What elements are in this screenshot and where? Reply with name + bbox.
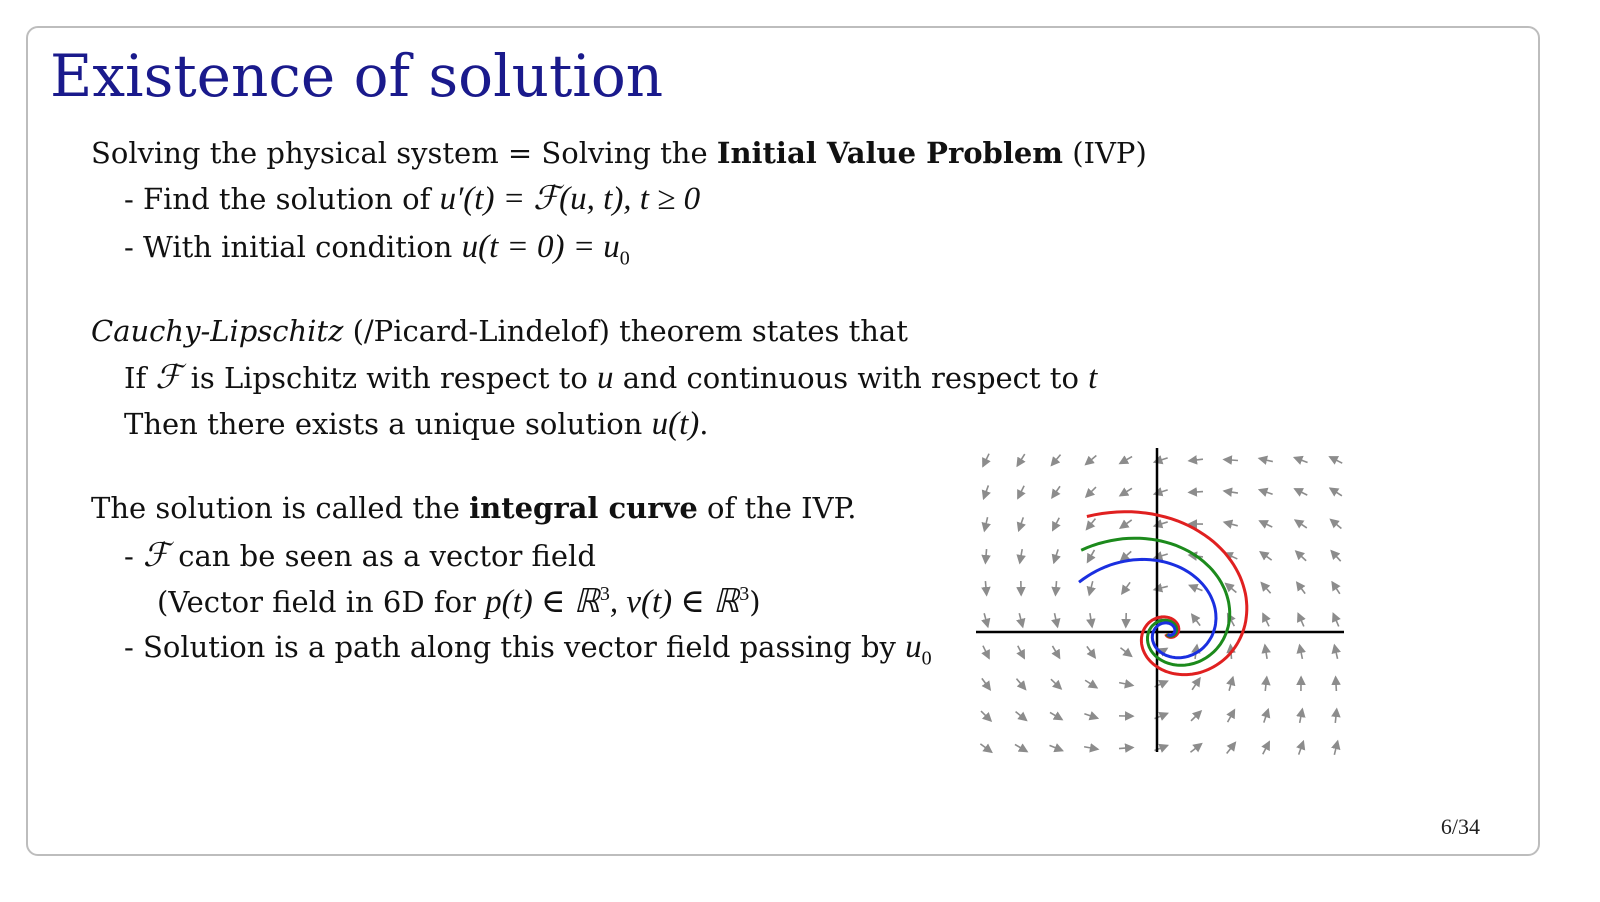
field-arrow <box>1295 520 1307 528</box>
field-arrow <box>1297 582 1305 593</box>
field-arrow <box>1331 520 1342 529</box>
field-arrow <box>1298 614 1304 627</box>
field-arrow <box>1336 677 1337 691</box>
integral-field-line: - ℱ can be seen as a vector field <box>124 538 596 574</box>
math-t: t <box>1088 360 1098 396</box>
field-arrow <box>981 711 991 721</box>
integral-curve-term: integral curve <box>469 491 698 525</box>
field-arrow <box>984 517 987 531</box>
field-arrow <box>1191 711 1201 721</box>
field-arrow <box>1189 492 1203 493</box>
ivp-intro-line <box>91 136 1147 171</box>
field-arrow <box>984 485 989 498</box>
field-arrow <box>1015 744 1027 751</box>
field-arrow <box>1051 679 1061 689</box>
ivp-find-text: - Find the solution of <box>124 182 440 216</box>
field-arrow <box>1018 486 1024 499</box>
field-arrow <box>1084 714 1097 719</box>
field-arrow <box>985 581 986 595</box>
field-arrow <box>1189 459 1203 461</box>
field-arrow <box>1016 712 1027 721</box>
field-arrow <box>1119 683 1133 686</box>
field-arrow <box>1051 455 1060 466</box>
field-arrow <box>1019 517 1024 530</box>
field-arrow <box>985 549 986 563</box>
field-arrow <box>1260 521 1273 527</box>
field-arrow <box>1296 551 1306 561</box>
field-arrow <box>1052 486 1060 497</box>
field-arrow <box>1294 458 1307 463</box>
vector-field-arrows <box>980 454 1342 755</box>
field-arrow <box>1120 648 1131 657</box>
field-arrow <box>1054 613 1057 627</box>
theorem-if-line: If ℱ is Lipschitz with respect to u and continuous with respect to t <box>124 360 1098 396</box>
ivp-term: Initial Value Problem <box>716 136 1063 170</box>
math-F: ℱ <box>155 360 182 396</box>
field-arrow <box>1265 645 1267 659</box>
field-arrow <box>1260 552 1271 560</box>
field-arrow <box>1119 747 1133 748</box>
integral-curve <box>1087 512 1247 675</box>
field-arrow <box>1087 519 1096 530</box>
field-arrow <box>1264 709 1268 722</box>
ivp-find-line <box>124 180 700 220</box>
field-arrow <box>1019 613 1022 627</box>
ivp-equation: u′(t) = ℱ(u, t), t ≥ 0 <box>439 181 701 217</box>
field-arrow <box>1300 645 1303 659</box>
field-arrow <box>1086 455 1097 464</box>
field-arrow <box>1229 677 1233 690</box>
ivp-initial-line <box>124 228 630 271</box>
field-arrow <box>1261 583 1270 594</box>
math-solution: u(t) <box>651 406 700 442</box>
field-arrow <box>1018 646 1024 658</box>
field-arrow <box>1227 742 1236 753</box>
field-arrow <box>1334 645 1337 659</box>
field-arrow <box>1330 488 1342 496</box>
field-arrow <box>1330 457 1342 463</box>
field-arrow <box>1020 549 1022 563</box>
vector-field-figure <box>972 444 1348 756</box>
field-arrow <box>1228 710 1235 722</box>
field-arrow <box>1053 518 1059 530</box>
ivp-abbrev: (IVP) <box>1063 136 1147 170</box>
field-arrow <box>1054 549 1058 562</box>
field-arrow <box>1334 741 1337 755</box>
theorem-then-line: Then there exists a unique solution u(t). <box>124 406 709 442</box>
field-arrow <box>1190 744 1201 753</box>
field-arrow <box>1086 487 1096 497</box>
field-arrow <box>1263 742 1269 754</box>
field-arrow <box>1333 614 1338 627</box>
ivp-intro-text: Solving the physical system = Solving the <box>91 136 717 170</box>
field-arrow <box>1263 614 1269 627</box>
field-arrow <box>1332 582 1340 594</box>
field-arrow <box>1120 457 1132 464</box>
field-arrow <box>1017 454 1024 466</box>
field-arrow <box>1224 491 1238 493</box>
math-F-field: ℱ <box>143 538 169 574</box>
field-arrow <box>1192 614 1200 625</box>
ivp-initial-text: - With initial condition <box>124 230 462 264</box>
field-arrow <box>1088 550 1095 562</box>
field-arrow <box>1085 680 1097 688</box>
slide-title: Existence of solution <box>50 42 664 110</box>
field-arrow <box>1265 677 1267 691</box>
integral-paren-line: (Vector field in 6D for p(t) ∈ ℝ$^3$, v(t) ∈ ℝ$^3$) <box>157 583 761 620</box>
integral-path-line: - Solution is a path along this vector field passing by $u_0$ <box>124 629 932 670</box>
math-u0: $u_0$ <box>905 629 932 670</box>
field-arrow <box>1050 712 1062 719</box>
page-number: 6/34 <box>1440 814 1480 839</box>
field-arrow <box>1120 488 1132 495</box>
ivp-initial-condition: $u(t = 0) = u_0$ <box>461 229 630 270</box>
theorem-intro-text: (/Picard-Lindelof) theorem states that <box>343 314 908 348</box>
field-arrow <box>1089 581 1092 595</box>
field-arrow <box>1192 678 1200 690</box>
math-u: u <box>597 360 614 396</box>
theorem-name: Cauchy-Lipschitz <box>91 314 344 348</box>
field-arrow <box>984 613 988 627</box>
field-arrow <box>1226 584 1237 593</box>
field-arrow <box>1295 489 1308 495</box>
field-arrow <box>1052 646 1059 658</box>
field-arrow <box>1331 551 1340 561</box>
field-arrow <box>1299 741 1304 754</box>
field-arrow <box>1087 646 1095 657</box>
field-arrow <box>1190 585 1203 590</box>
field-arrow <box>1016 679 1025 690</box>
field-arrow <box>1224 522 1238 526</box>
field-arrow <box>1224 460 1238 461</box>
theorem-intro-line <box>91 314 908 349</box>
math-position-space: p(t) ∈ ℝ$^3$, v(t) ∈ ℝ$^3$ <box>485 583 750 620</box>
field-arrow <box>980 744 991 752</box>
field-arrow <box>1120 520 1131 528</box>
field-arrow <box>1259 490 1272 494</box>
field-arrow <box>1300 709 1303 723</box>
field-arrow <box>1084 747 1098 750</box>
field-arrow <box>1335 709 1336 723</box>
field-arrow <box>1122 582 1130 593</box>
field-arrow <box>983 646 989 659</box>
field-arrow <box>1090 613 1092 627</box>
integral-intro-line: The solution is called the integral curve of the IVP. <box>91 491 857 525</box>
field-arrow <box>983 454 989 467</box>
field-arrow <box>1055 581 1056 595</box>
field-arrow <box>1049 745 1062 750</box>
field-arrow <box>1259 458 1273 461</box>
field-arrow <box>982 678 990 689</box>
